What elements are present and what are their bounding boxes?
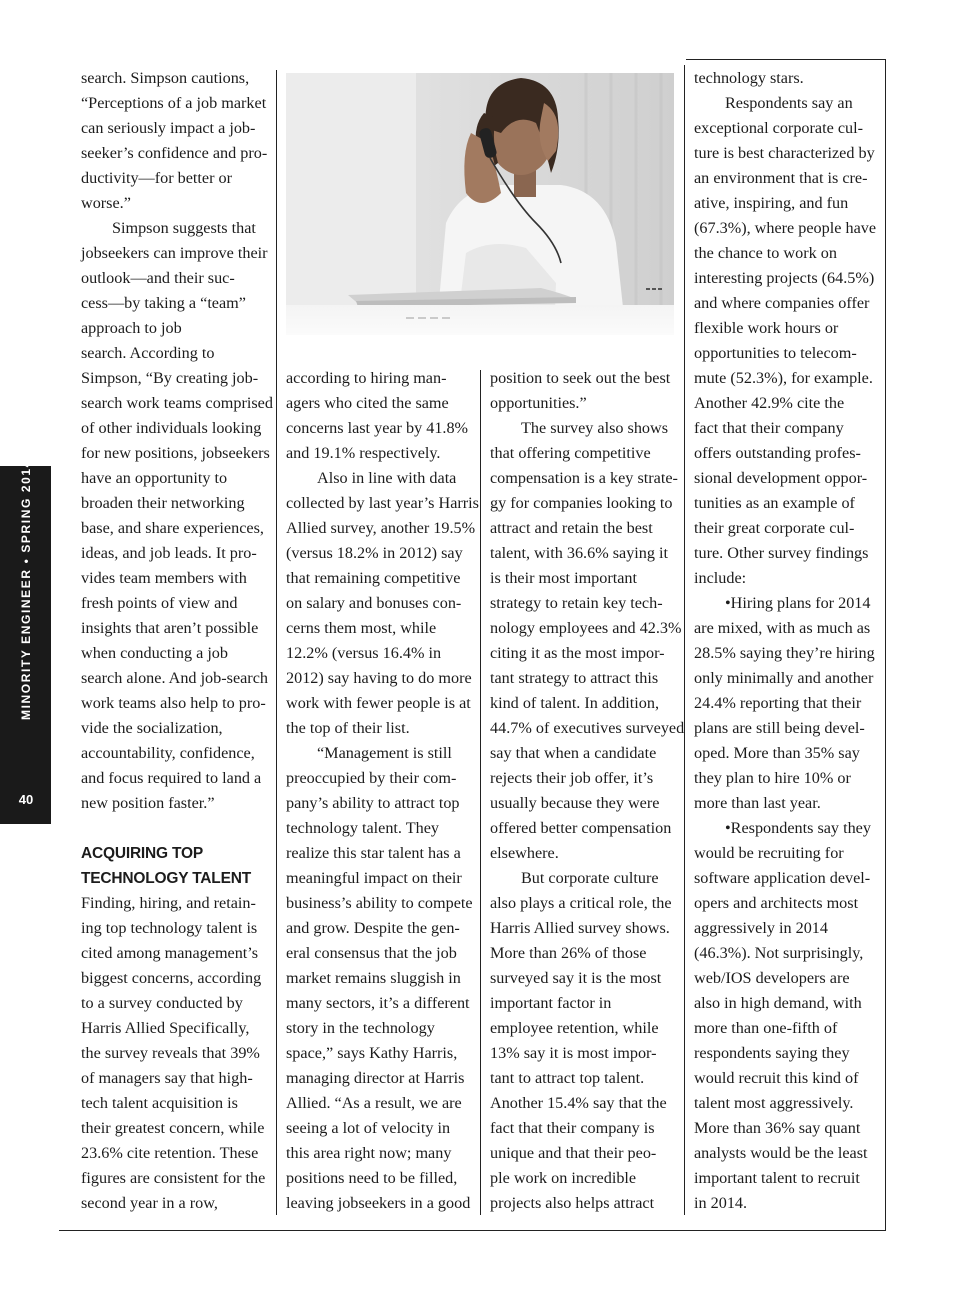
text-line: Respondents say an — [725, 94, 853, 112]
text-line: flexible work hours or — [694, 319, 839, 337]
text-line: position to seek out the best — [490, 369, 671, 387]
text-line: elsewhere. — [490, 844, 559, 862]
text-line: kind of talent. In addition, — [490, 694, 660, 712]
text-line: software application devel- — [694, 869, 871, 887]
text-line: vide the socialization, — [81, 719, 223, 737]
text-line: opportunities to telecom- — [694, 344, 857, 362]
text-line: fresh points of view and — [81, 594, 238, 612]
text-line: more than last year. — [694, 794, 821, 812]
text-line: important talent to recruit — [694, 1169, 860, 1187]
text-line: talent, with 36.6% saying it — [490, 544, 669, 562]
text-line: managing director at Harris — [286, 1069, 465, 1087]
text-line: pany’s ability to attract top — [286, 794, 460, 812]
text-line: More than 36% say quant — [694, 1119, 861, 1137]
text-line: when conducting a job — [81, 644, 228, 662]
text-line: space,” says Kathy Harris, — [286, 1044, 458, 1062]
text-line: insights that aren’t possible — [81, 619, 259, 637]
text-line: technology talent. They — [286, 819, 439, 837]
text-line: surveyed say it is the most — [490, 969, 662, 987]
top-rule — [686, 59, 886, 60]
text-line: an environment that is cre- — [694, 169, 868, 187]
text-line: Finding, hiring, and retain- — [81, 894, 256, 912]
text-line: projects also helps attract — [490, 1194, 655, 1212]
text-line: (46.3%). Not surprisingly, — [694, 944, 864, 962]
text-line: say that when a candidate — [490, 744, 657, 762]
page-number: 40 — [18, 792, 34, 807]
column-divider-2 — [480, 370, 481, 1215]
text-line: cerns them most, while — [286, 619, 437, 637]
text-line: their greatest concern, while — [81, 1119, 265, 1137]
text-line: more than one-fifth of — [694, 1019, 838, 1037]
text-column-4 — [694, 66, 882, 1216]
text-line: 28.5% saying they’re hiring — [694, 644, 875, 662]
text-line: (versus 18.2% in 2012) say — [286, 544, 463, 562]
text-line: the chance to work on — [694, 244, 837, 262]
text-line: ple work on incredible — [490, 1169, 637, 1187]
text-line: jobseekers can improve their — [81, 244, 268, 262]
text-line: strategy to retain key tech- — [490, 594, 663, 612]
right-rule — [885, 59, 886, 1231]
section-heading: TECHNOLOGY TALENT — [81, 870, 251, 887]
text-line: the survey reveals that 39% — [81, 1044, 260, 1062]
text-line: Also in line with data — [317, 469, 457, 487]
text-line: 24.4% reporting that their — [694, 694, 862, 712]
text-line: can seriously impact a job- — [81, 119, 256, 137]
text-line: nology employees and 42.3% — [490, 619, 682, 637]
text-line: broaden their networking — [81, 494, 245, 512]
text-line: tunities as an example of — [694, 494, 855, 512]
text-line: More than 26% of those — [490, 944, 647, 962]
text-line: interesting projects (64.5%) — [694, 269, 875, 287]
text-line: Allied. “As a result, we are — [286, 1094, 462, 1112]
text-line: 23.6% cite retention. These — [81, 1144, 259, 1162]
text-line: also plays a critical role, the — [490, 894, 672, 912]
text-line: and 19.1% respectively. — [286, 444, 441, 462]
text-line: ductivity—for better or — [81, 169, 233, 187]
text-line: offered better compensation — [490, 819, 672, 837]
text-line: and focus required to land a — [81, 769, 262, 787]
text-line: respondents saying they — [694, 1044, 850, 1062]
section-heading: ACQUIRING TOP — [81, 845, 203, 862]
text-line: analysts would be the least — [694, 1144, 868, 1162]
text-line: ture is best characterized by — [694, 144, 875, 162]
text-line: that remaining competitive — [286, 569, 461, 587]
text-line: cited among management’s — [81, 944, 259, 962]
text-line: leaving jobseekers in a good — [286, 1194, 471, 1212]
text-line: plans are still being devel- — [694, 719, 865, 737]
text-line: accountability, confidence, — [81, 744, 255, 762]
text-line: 12.2% (versus 16.4% in — [286, 644, 442, 662]
text-column-1 — [81, 66, 271, 1216]
column-divider-1 — [276, 70, 277, 1215]
text-line: cess—by taking a “team” — [81, 294, 246, 312]
stressed-woman-photo — [286, 73, 674, 335]
text-line: unique and that their peo- — [490, 1144, 657, 1162]
text-column-3 — [490, 366, 685, 1216]
text-line: oped. More than 35% say — [694, 744, 860, 762]
text-line: for new positions, jobseekers — [81, 444, 270, 462]
text-line: Simpson suggests that — [112, 219, 256, 237]
text-line: is their most important — [490, 569, 638, 587]
text-line: outlook—and their suc- — [81, 269, 235, 287]
text-line: Allied survey, another 19.5% — [286, 519, 476, 537]
text-line: search. Simpson cautions, — [81, 69, 250, 87]
text-line: collected by last year’s Harris — [286, 494, 479, 512]
text-line: tant to attract top talent. — [490, 1069, 645, 1087]
text-line: base, and share experiences, — [81, 519, 264, 537]
text-line: would recruit this kind of — [694, 1069, 859, 1087]
text-line: fact that their company — [694, 419, 844, 437]
text-line: rejects their job offer, it’s — [490, 769, 654, 787]
text-line: offers outstanding profes- — [694, 444, 861, 462]
text-line: that offering competitive — [490, 444, 651, 462]
text-line: sional development oppor- — [694, 469, 868, 487]
text-line: new position faster.” — [81, 794, 215, 812]
text-line: of other individuals looking — [81, 419, 262, 437]
text-line: mute (52.3%), for example. — [694, 369, 873, 387]
text-line: seeing a lot of velocity in — [286, 1119, 451, 1137]
text-line: ideas, and job leads. It pro- — [81, 544, 257, 562]
text-line: exceptional corporate cul- — [694, 119, 863, 137]
text-line: in 2014. — [694, 1194, 748, 1212]
text-line: ture. Other survey findings — [694, 544, 869, 562]
text-line: •Respondents say they — [725, 819, 871, 837]
text-line: would be recruiting for — [694, 844, 844, 862]
text-line: “Perceptions of a job market — [81, 94, 267, 112]
text-line: gy for companies looking to — [490, 494, 673, 512]
text-line: only minimally and another — [694, 669, 874, 687]
text-line: tant strategy to attract this — [490, 669, 659, 687]
text-line: ing top technology talent is — [81, 919, 258, 937]
text-line: this area right now; many — [286, 1144, 452, 1162]
text-line: eral consensus that the job — [286, 944, 457, 962]
text-line: of managers say that high- — [81, 1069, 253, 1087]
text-line: usually because they were — [490, 794, 660, 812]
bottom-rule — [59, 1230, 886, 1231]
text-line: But corporate culture — [521, 869, 659, 887]
text-line: Another 15.4% say that the — [490, 1094, 667, 1112]
text-line: Harris Allied survey shows. — [490, 919, 670, 937]
text-line: on salary and bonuses con- — [286, 594, 462, 612]
text-line: work teams also help to pro- — [81, 694, 266, 712]
text-line: 44.7% of executives surveyed — [490, 719, 685, 737]
text-line: approach to job — [81, 319, 182, 337]
text-line: citing it as the most impor- — [490, 644, 665, 662]
text-line: web/IOS developers are — [694, 969, 850, 987]
text-line: “Management is still — [317, 744, 452, 762]
text-line: Harris Allied Specifically, — [81, 1019, 250, 1037]
text-line: talent most aggressively. — [694, 1094, 854, 1112]
text-line: technology stars. — [694, 69, 804, 87]
text-line: compensation is a key strate- — [490, 469, 678, 487]
text-line: seeker’s confidence and pro- — [81, 144, 268, 162]
text-line: tech talent acquisition is — [81, 1094, 238, 1112]
text-line: ative, inspiring, and fun — [694, 194, 849, 212]
magazine-issue-label: MINORITY ENGINEER • SPRING 2014 — [19, 459, 33, 720]
text-line: 2012) say having to do more — [286, 669, 472, 687]
text-line: search alone. And job-search — [81, 669, 268, 687]
text-line: search work teams comprised — [81, 394, 273, 412]
column-divider-3 — [684, 65, 685, 1215]
text-line: and where companies offer — [694, 294, 870, 312]
text-line: work with fewer people is at — [286, 694, 471, 712]
text-line: figures are consistent for the — [81, 1169, 266, 1187]
text-line: attract and retain the best — [490, 519, 653, 537]
text-line: 13% say it is most impor- — [490, 1044, 657, 1062]
text-line: vides team members with — [81, 569, 247, 587]
text-line: opportunities.” — [490, 394, 587, 412]
text-line: preoccupied by their com- — [286, 769, 457, 787]
text-line: important factor in — [490, 994, 612, 1012]
text-line: positions need to be filled, — [286, 1169, 458, 1187]
text-line: the top of their list. — [286, 719, 410, 737]
text-line: biggest concerns, according — [81, 969, 262, 987]
text-line: are mixed, with as much as — [694, 619, 871, 637]
text-line: Another 42.9% cite the — [694, 394, 845, 412]
text-line: and grow. Despite the gen- — [286, 919, 460, 937]
text-line: fact that their company is — [490, 1119, 655, 1137]
text-line: to a survey conducted by — [81, 994, 243, 1012]
text-line: story in the technology — [286, 1019, 435, 1037]
text-line: they plan to hire 10% or — [694, 769, 851, 787]
text-line: business’s ability to compete — [286, 894, 473, 912]
text-line: according to hiring man- — [286, 369, 447, 387]
text-line: Simpson, “By creating job- — [81, 369, 259, 387]
text-column-2 — [286, 366, 478, 1216]
text-line: concerns last year by 41.8% — [286, 419, 469, 437]
text-line: worse.” — [81, 194, 131, 212]
text-line: The survey also shows — [521, 419, 669, 437]
text-line: •Hiring plans for 2014 — [725, 594, 871, 612]
text-line: have an opportunity to — [81, 469, 228, 487]
text-line: realize this star talent has a — [286, 844, 461, 862]
text-line: (67.3%), where people have — [694, 219, 877, 237]
text-line: their great corporate cul- — [694, 519, 855, 537]
text-line: opers and architects most — [694, 894, 859, 912]
text-line: aggressively in 2014 — [694, 919, 828, 937]
article-photo — [286, 73, 674, 335]
paragraph-gap — [81, 816, 271, 841]
text-line: market remains sluggish in — [286, 969, 461, 987]
text-line: include: — [694, 569, 747, 587]
text-line: search. According to — [81, 344, 215, 362]
text-line: also in high demand, with — [694, 994, 862, 1012]
text-line: many sectors, it’s a different — [286, 994, 470, 1012]
text-line: second year in a row, — [81, 1194, 218, 1212]
text-line: agers who cited the same — [286, 394, 449, 412]
text-line: employee retention, while — [490, 1019, 659, 1037]
text-line: meaningful impact on their — [286, 869, 462, 887]
